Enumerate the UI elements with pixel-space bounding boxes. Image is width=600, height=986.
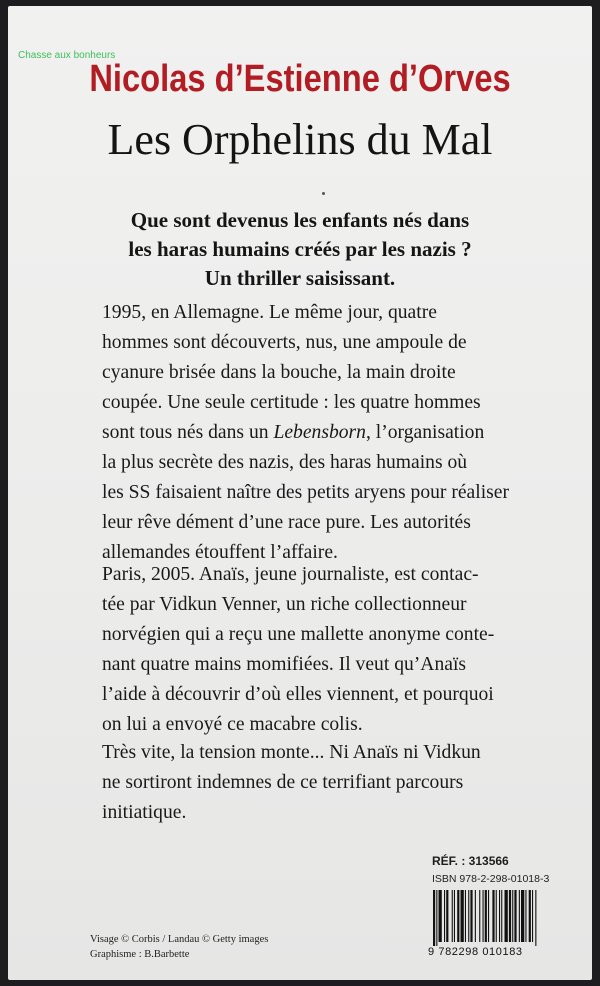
blurb-line: la plus secrète des nazis, des haras humains où bbox=[102, 452, 468, 473]
barcode-bar bbox=[505, 890, 508, 942]
blurb-line: Très vite, la tension monte... Ni Anaïs ni Vidkun bbox=[102, 742, 481, 763]
barcode bbox=[432, 890, 572, 946]
barcode-bar bbox=[483, 890, 484, 942]
blurb-paragraph-2 bbox=[102, 560, 576, 740]
watermark: Chasse aux bonheurs bbox=[18, 50, 116, 61]
barcode-bar bbox=[457, 890, 459, 942]
credit-line: Graphisme : B.Barbette bbox=[90, 949, 190, 960]
tagline-line: les haras humains créés par les nazis ? bbox=[128, 237, 472, 261]
blurb-line: leur rêve dément d’une race pure. Les autorités bbox=[102, 512, 471, 533]
blurb-line: coupée. Une seule certitude : les quatre hommes bbox=[102, 392, 481, 413]
barcode-bar bbox=[433, 890, 435, 946]
barcode-bar bbox=[535, 890, 536, 946]
book-title: Les Orphelins du Mal bbox=[107, 115, 493, 164]
barcode-bar bbox=[446, 890, 448, 942]
barcode-bar bbox=[475, 890, 476, 942]
barcode-bar bbox=[512, 890, 513, 942]
blurb-paragraph-3 bbox=[102, 738, 576, 828]
tagline bbox=[38, 206, 562, 293]
blurb-line: allemandes étouffent l’affaire. bbox=[102, 542, 338, 563]
barcode-bar bbox=[514, 890, 516, 942]
barcode-bar bbox=[436, 890, 437, 946]
barcode-bar bbox=[496, 890, 497, 942]
barcode-bar bbox=[519, 890, 520, 942]
barcode-bar bbox=[470, 890, 472, 942]
blurb-line: nant quatre mains momifiées. Il veut qu’Anaïs bbox=[102, 654, 467, 675]
barcode-bar bbox=[485, 890, 487, 942]
barcode-bar bbox=[461, 890, 464, 942]
reference-number: RÉF. : 313566 bbox=[432, 854, 509, 868]
blurb-line: cyanure brisée dans la bouche, la main droite bbox=[102, 362, 456, 383]
blurb-line: ne sortiront indemnes de ce terrifiant parcours bbox=[102, 772, 464, 793]
blurb-paragraph-1 bbox=[102, 298, 576, 568]
image-credits bbox=[90, 932, 268, 962]
barcode-bar bbox=[521, 890, 524, 942]
barcode-bar bbox=[465, 890, 466, 942]
barcode-bar bbox=[488, 890, 489, 942]
blurb-line bbox=[102, 418, 576, 448]
blurb-line: tée par Vidkun Venner, un riche collectionneur bbox=[102, 594, 467, 615]
blurb-italic-term: Lebensborn bbox=[273, 422, 366, 443]
blurb-line: 1995, en Allemagne. Le même jour, quatre bbox=[102, 302, 437, 323]
barcode-bar bbox=[529, 890, 531, 942]
blurb-line: on lui a envoyé ce macabre colis. bbox=[102, 714, 363, 735]
barcode-bar bbox=[468, 890, 469, 942]
tagline-line: Un thriller saisissant. bbox=[204, 266, 396, 290]
blurb-line: Paris, 2005. Anaïs, jeune journaliste, est contac- bbox=[102, 564, 479, 585]
blurb-line: l’aide à découvrir d’où elles viennent, et pourquoi bbox=[102, 684, 494, 705]
barcode-bar bbox=[439, 890, 442, 942]
blurb-line: hommes sont découverts, nus, une ampoule de bbox=[102, 332, 467, 353]
barcode-digits: 9 782298 010183 bbox=[428, 946, 523, 958]
barcode-bar bbox=[452, 890, 453, 942]
barcode-bar bbox=[532, 890, 533, 942]
barcode-bar bbox=[479, 890, 480, 942]
blurb-line: les SS faisaient naître des petits aryens pour réaliser bbox=[102, 482, 509, 503]
barcode-bar bbox=[501, 890, 502, 942]
blurb-line: norvégien qui a reçu une mallette anonyme conte- bbox=[102, 624, 495, 645]
tagline-line: Que sont devenus les enfants nés dans bbox=[130, 208, 470, 232]
barcode-bar bbox=[499, 890, 500, 942]
author-name: Nicolas d’Estienne d’Orves bbox=[89, 58, 511, 100]
decorative-dot bbox=[322, 192, 325, 195]
blurb-text: , l’organisation bbox=[365, 422, 485, 443]
barcode-bar bbox=[444, 890, 445, 942]
barcode-bar bbox=[509, 890, 511, 942]
barcode-bar bbox=[492, 890, 494, 942]
blurb-line: initiatique. bbox=[102, 802, 187, 823]
book-back-cover bbox=[8, 6, 592, 980]
blurb-text: sont tous nés dans un bbox=[102, 422, 274, 443]
credit-line: Visage © Corbis / Landau © Getty images bbox=[90, 934, 269, 945]
barcode-bar bbox=[525, 890, 526, 942]
barcode-bar bbox=[454, 890, 455, 942]
isbn: ISBN 978-2-298-01018-3 bbox=[432, 873, 550, 885]
